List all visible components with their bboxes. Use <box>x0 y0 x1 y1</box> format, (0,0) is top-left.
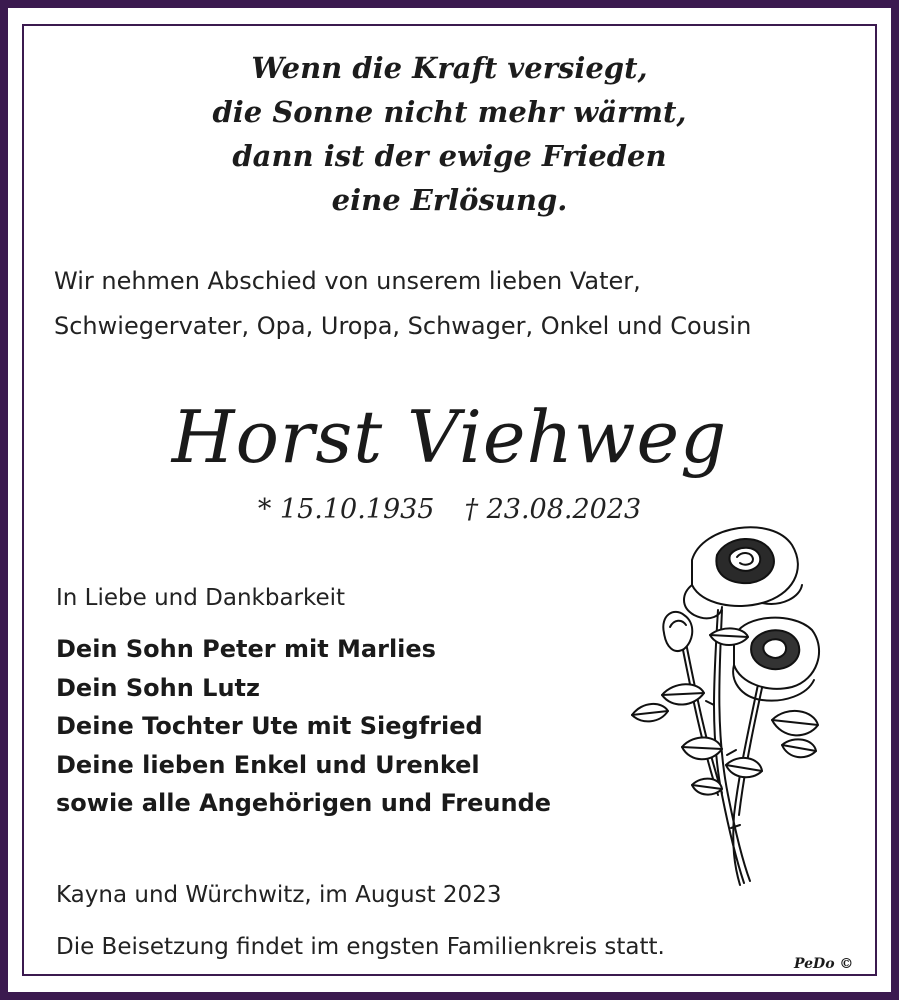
quote-block <box>10 46 889 222</box>
burial-note: Die Beisetzung findet im engsten Familienkreis statt. <box>56 934 665 960</box>
mourner-line: sowie alle Angehörigen und Freunde <box>56 789 552 817</box>
mourner-line: Deine lieben Enkel und Urenkel <box>56 750 480 779</box>
mourners-list <box>56 630 551 823</box>
quote-line: Wenn die Kraft versiegt, <box>251 51 648 85</box>
death-date: † 23.08.2023 <box>464 494 642 525</box>
intro-line: Wir nehmen Abschied von unserem lieben Vater, <box>54 267 641 295</box>
quote-line: eine Erlösung. <box>331 183 568 217</box>
notice-card <box>8 8 891 992</box>
rose-illustration-icon <box>622 515 832 895</box>
intro-line: Schwiegervater, Opa, Uropa, Schwager, Onkel und Cousin <box>54 312 752 340</box>
mourner-line: Dein Sohn Peter mit Marlies <box>56 635 436 663</box>
mourner-line: Deine Tochter Ute mit Siegfried <box>56 712 483 740</box>
place-and-date: Kayna und Würchwitz, im August 2023 <box>56 882 502 908</box>
mourners-heading: In Liebe und Dankbarkeit <box>56 585 346 611</box>
quote-line: dann ist der ewige Frieden <box>232 139 667 173</box>
mourner-line: Dein Sohn Lutz <box>56 673 260 702</box>
designer-signature: PeDo © <box>794 956 854 972</box>
farewell-intro <box>54 259 751 349</box>
quote-line: die Sonne nicht mehr wärmt, <box>212 95 687 129</box>
birth-date: * 15.10.1935 <box>257 494 435 525</box>
deceased-name: Horst Viehweg <box>171 395 728 479</box>
